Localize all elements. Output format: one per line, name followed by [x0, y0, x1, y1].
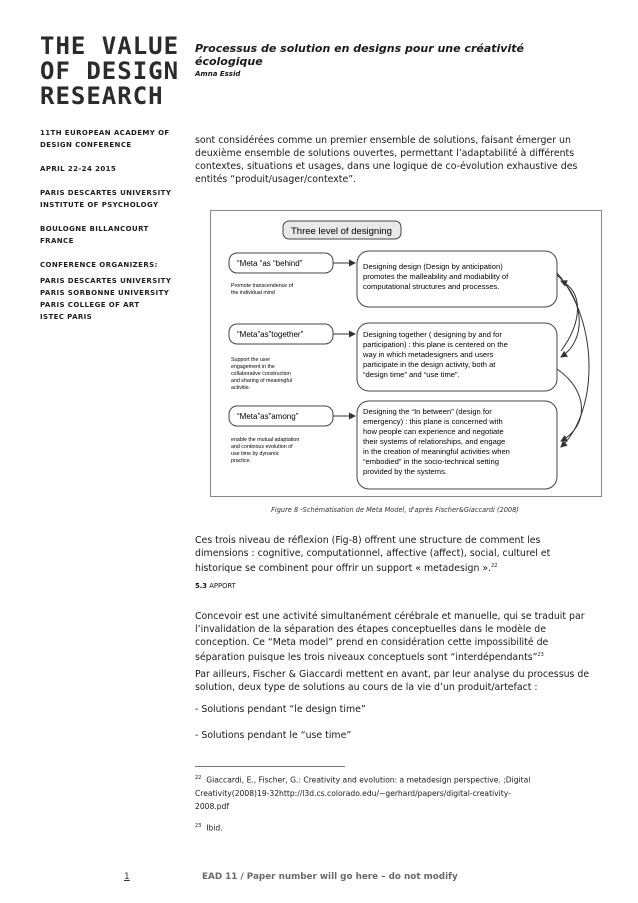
level-3-desc: Designing the “In between” (design for emergency) : this plane is concerned with how people can experience and negotiate their systems of relationships, and engage in the creation of meaningful activities when “embodied” in the socio-technical setting provided by the systems.: [363, 407, 510, 476]
section-heading: [195, 582, 595, 590]
figure-8: [210, 210, 602, 497]
logo-line: RESEARCH: [40, 82, 164, 110]
bullet-use-time: - Solutions pendant le “use time”: [195, 730, 352, 741]
page-number: 1: [124, 872, 130, 882]
meta-model-diagram: [211, 211, 601, 496]
footnote-22: $^{22}$ Giaccardi, E., Fischer, G.: Creativity and evolution: a metadesign perspective. ;Digital Creativity(2008)19-32http://l3d.cs.colorado.edu/~gerhard/papers/digital-creativity- 2008.pdf: [195, 775, 531, 811]
conference-venue: PARIS DESCARTES UNIVERSITY INSTITUTE OF PSYCHOLOGY: [40, 189, 172, 209]
level-2-note: Support the user engagement in the collaborative construction and sharing of meaningful activitie.: [231, 357, 292, 391]
logo-line: THE VALUE: [40, 32, 180, 60]
bullet-design-time: - Solutions pendant “le design time”: [195, 704, 366, 715]
conference-name: 11TH EUROPEAN ACADEMY OF DESIGN CONFERENCE: [40, 129, 170, 149]
paper-author: Amna Essid: [195, 70, 241, 78]
level-3-label: “Meta”as”among”: [237, 412, 299, 421]
feedback-arrow-3: [557, 369, 582, 441]
level-1-note: Promote transcendence of the individual mind: [231, 283, 294, 296]
paragraph-4: Par ailleurs, Fischer & Giaccardi mettent en avant, par leur analyse du processus de solution, deux type de solutions au cours de la vie d’un produit/artefact :: [195, 669, 590, 693]
logo-line: OF DESIGN: [40, 57, 180, 85]
organizers-heading: CONFERENCE ORGANIZERS:: [40, 261, 158, 269]
level-1-desc: Designing design (Design by anticipation) promotes the malleability and modiability of computational structures and processes.: [363, 262, 509, 291]
paragraph-3: Concevoir est une activité simultanément cérébrale et manuelle, qui se traduit par l’invalidation de la séparation des étapes conceptuelles dans le modèle de conception. Ce “Meta model” prend en considération cette impossibilité de séparation puisque les trois niveaux conceptuels sont “interdépendants”$^{23}$: [195, 611, 585, 664]
feedback-arrow-4: [557, 273, 589, 447]
footnote-divider: [195, 766, 345, 767]
level-1-label: “Meta “as “behind”: [237, 259, 303, 268]
section-number: 5.3: [195, 582, 208, 590]
organizers-list: PARIS DESCARTES UNIVERSITY PARIS SORBONNE UNIVERSITY PARIS COLLEGE OF ART ISTEC PARIS: [40, 277, 172, 321]
footnote-ref-22: 22: [491, 563, 498, 569]
footnote-ref-23: 23: [537, 652, 544, 658]
footnote-23: $^{23}$ Ibid.: [195, 823, 223, 833]
figure-caption: Figure 8 -Schématisation de Meta Model, d'après Fischer&Giaccardi (2008): [271, 506, 519, 514]
conference-sidebar: [40, 34, 190, 323]
figure-header-text: Three level of designing: [291, 226, 392, 237]
paragraph-1: sont considérées comme un premier ensemble de solutions, faisant émerger un deuxième ensemble de solutions ouvertes, permettant l’adaptabilité à différents contextes, situations et usages, dans une logique de co-évolution exhaustive des entités “produit/usager/contexte”.: [195, 135, 578, 185]
conference-logo: [40, 34, 190, 109]
section-title: APPORT: [209, 582, 236, 590]
paper-title: Processus de solution en designs pour une créativité écologique: [195, 42, 524, 68]
level-2-label: “Meta”as”together”: [237, 330, 304, 339]
conference-location: BOULOGNE BILLANCOURT FRANCE: [40, 225, 149, 245]
level-3-note: enable the mutual adaptation and continous evolution of use time by dynamic practice.: [231, 437, 300, 464]
conference-dates: APRIL 22-24 2015: [40, 165, 117, 173]
footer-text: EAD 11 / Paper number will go here – do not modify: [202, 872, 458, 882]
level-2-desc: Designing together ( designing by and for participation) : this plane is centered on the way in which metadesigners and users participate in the design activity, both at “design time” and “use time”.: [363, 330, 508, 379]
paragraph-2: Ces trois niveau de réflexion (Fig-8) offrent une structure de comment les dimensions : cognitive, computationnel, affective (affect), social, culturel et historique se combinent pour offrir un support « metadesign ».$^{22}$: [195, 535, 551, 575]
